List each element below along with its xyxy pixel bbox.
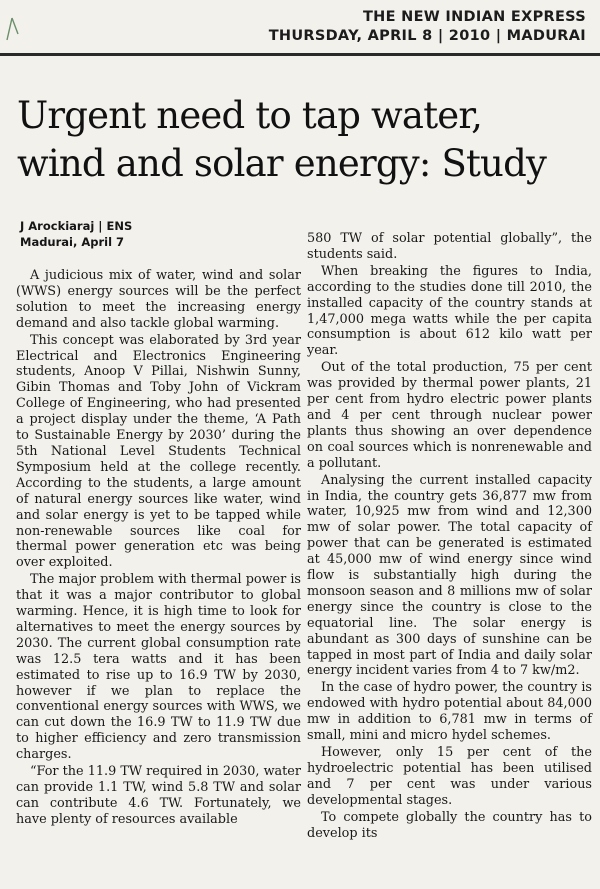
paragraph: Out of the total production, 75 per cent was provided by thermal power plants, 21 per cent from hydro electric power plants and 4 per cent through nuclear power plants thus showing an over dependence on coal sources which is nonrenewable and a pollutant. [307, 360, 592, 471]
paragraph: A judicious mix of water, wind and solar (WWS) energy sources will be the perfect solution to meet the increasing energy demand and also tackle global warming. [16, 268, 301, 331]
article-column-1 [16, 268, 301, 828]
place-date: Madurai, April 7 [20, 235, 125, 249]
paragraph-continued: 580 TW of solar potential globally”, the students said. [307, 231, 592, 262]
paragraph: The major problem with thermal power is that it was a major contributor to global warming. Hence, it is high time to look for alternatives to meet the energy sources by 2030. The current global consumption rate was 12.5 tera watts and it has been estimated to rise up to 16.9 TW by 2030, however if we plan to replace the conventional energy sources with WWS, we can cut down the 16.9 TW to 11.9 TW due to higher efficiency and zero transmission charges. [16, 572, 301, 763]
paragraph: This concept was elaborated by 3rd year Electrical and Electronics Engineering students, Anoop V Pillai, Nishwin Sunny, Gibin Thomas and Toby John of Vickram College of Engineering, who had presented a project display under the theme, ‘A Path to Sustainable Energy by 2030’ during the 5th National Level Students Technical Symposium held at the college recently. According to the students, a large amount of natural energy sources like water, wind and solar energy is yet to be tapped while non-renewable sources like coal for thermal power generation etc was being over exploited. [16, 332, 301, 571]
paragraph: When breaking the figures to India, according to the studies done till 2010, the installed capacity of the country stands at 1,47,000 mega watts while the per capita consumption is about 612 kilo watt per year. [307, 263, 592, 359]
author: J Arockiaraj | ENS [20, 219, 133, 233]
article-column-2 [307, 231, 592, 841]
headline [12, 92, 592, 188]
paragraph: However, only 15 per cent of the hydroelectric potential has been utilised and 7 per cent was under various developmental stages. [307, 745, 592, 808]
paragraph: To compete globally the country has to develop its [307, 809, 592, 841]
paragraph: Analysing the current installed capacity in India, the country gets 36,877 mw from water, 10,925 mw from wind and 12,300 mw of solar power. The total capacity of power that can be generated is estimated at 45,000 mw of wind energy since wind flow is substantially high during the monsoon season and 8 millions mw of solar energy since the country is close to the equatorial line. The solar energy is abundant as 300 days of sunshine can be tapped in most part of India and daily solar energy incident varies from 4 to 7 kw/m2. [307, 472, 592, 679]
pen-mark-icon [4, 14, 22, 42]
newspaper-name: THE NEW INDIAN EXPRESS [362, 9, 586, 25]
masthead [246, 8, 586, 46]
paragraph: In the case of hydro power, the country is endowed with hydro potential about 84,000 mw in addition to 6,781 mw in terms of small, mini and micro hydel schemes. [307, 680, 592, 744]
headline-line-2: wind and solar energy: Study [17, 142, 547, 185]
byline [20, 218, 290, 250]
masthead-rule [0, 53, 600, 56]
headline-line-1: Urgent need to tap water, [17, 94, 483, 137]
dateline: THURSDAY, APRIL 8 | 2010 | MADURAI [268, 28, 586, 44]
paragraph: “For the 11.9 TW required in 2030, water can provide 1.1 TW, wind 5.8 TW and solar can contribute 4.6 TW. Fortunately, we have plenty of resources available [16, 764, 301, 827]
